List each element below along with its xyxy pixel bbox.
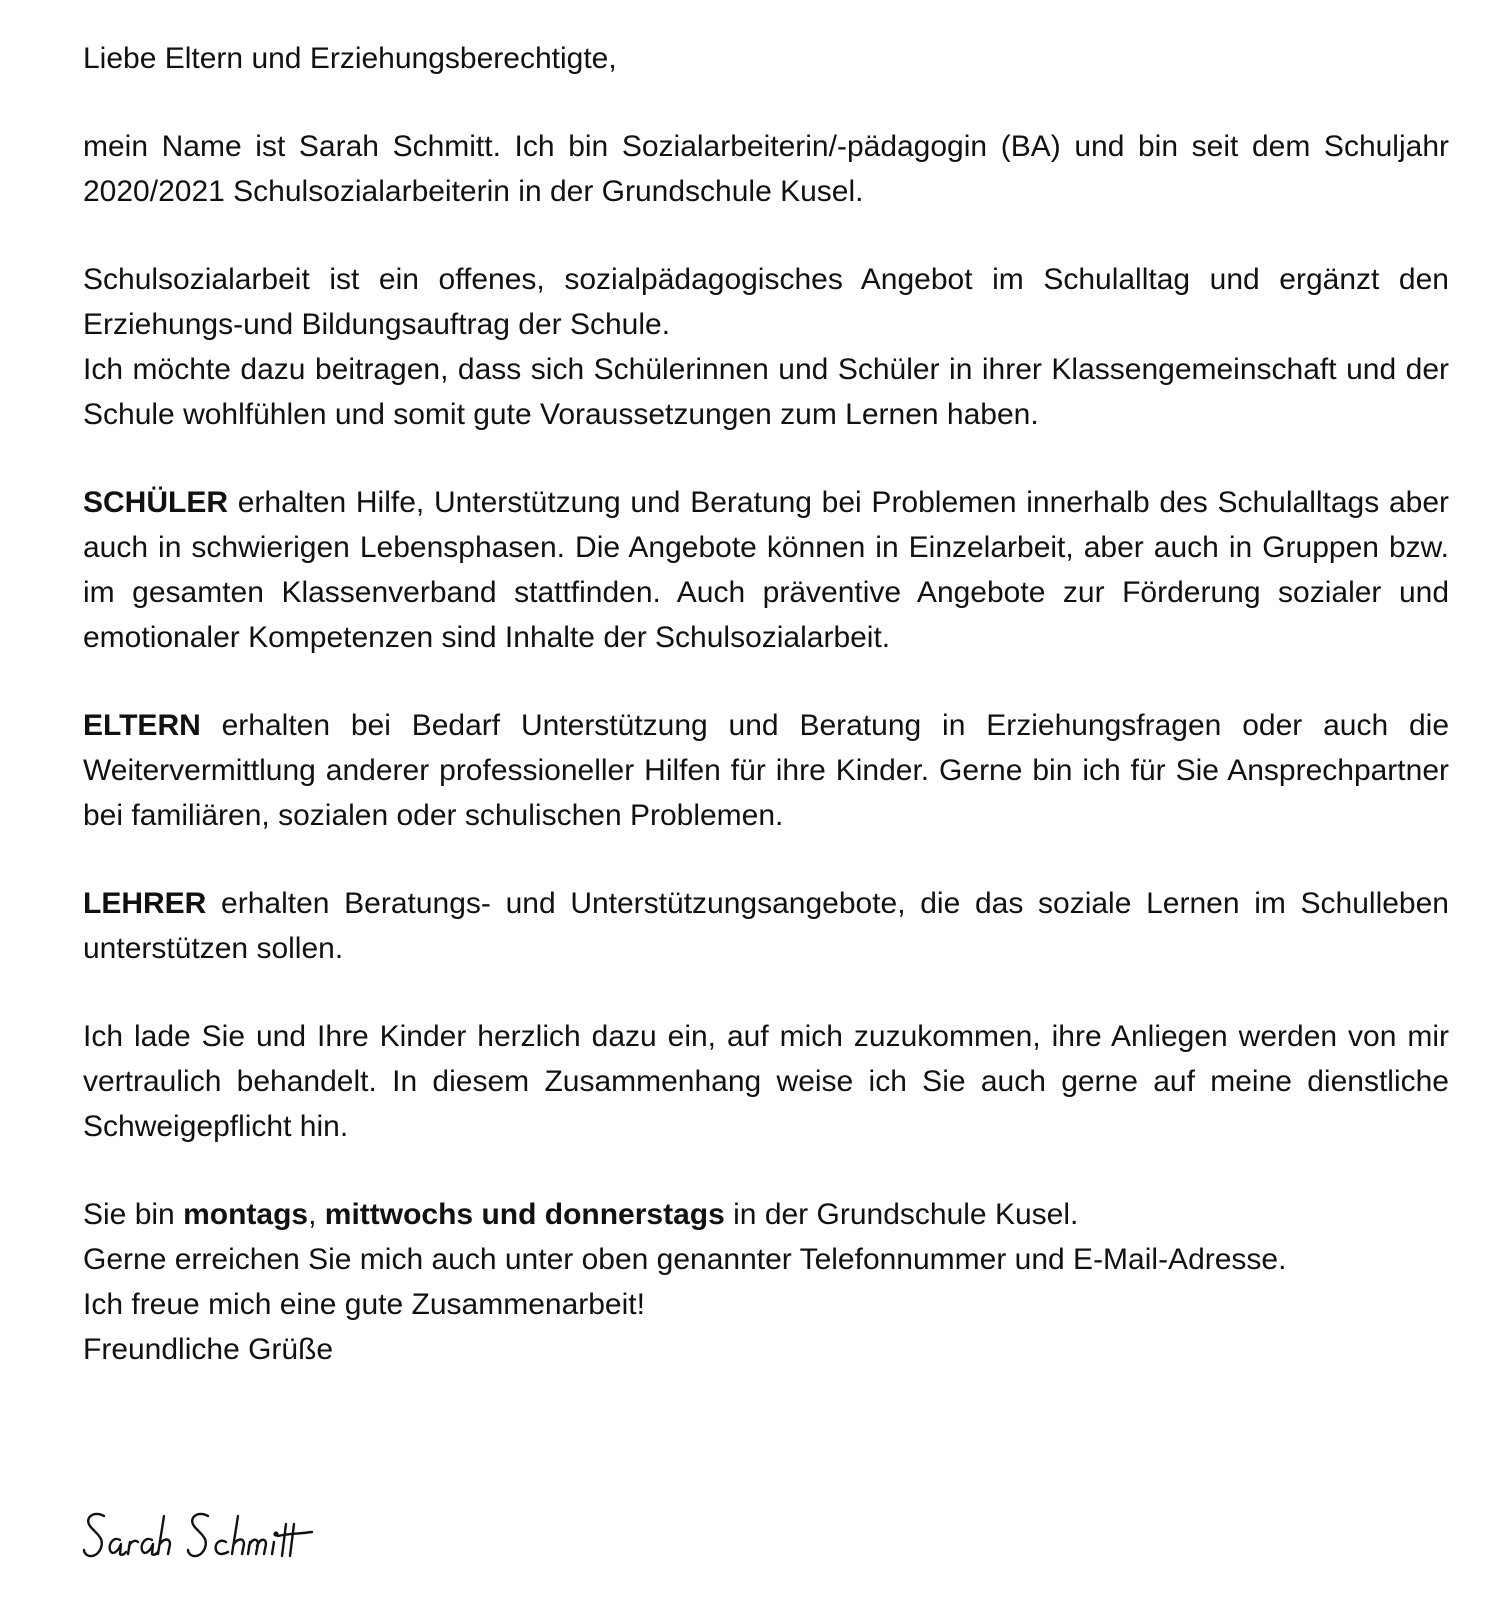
students-text: erhalten Hilfe, Unterstützung und Beratung bei Problemen innerhalb des Schulalltags aber auch in schwierigen Lebensphasen. Die Angebote können in Einzelarbeit, aber auch in Gruppen bzw. im gesamten Klassenverband stattfinden. Auch präventive Angebote zur Förderung sozialer und emotionaler Kompetenzen sind Inhalte der Schulsozialarbeit. <box>83 486 1449 654</box>
about-paragraph <box>83 257 1449 437</box>
about-text-1: Schulsozialarbeit ist ein offenes, sozialpädagogisches Angebot im Schulalltag und ergänzt den Erziehungs-und Bildungsauftrag der Schule. <box>83 263 1449 341</box>
parents-label: ELTERN <box>83 709 201 742</box>
regards: Freundliche Grüße <box>83 1333 334 1366</box>
salutation: Liebe Eltern und Erziehungsberechtigte, <box>83 42 617 75</box>
about-text-2: Ich möchte dazu beitragen, dass sich Schülerinnen und Schüler in ihrer Klassengemeinschaft und der Schule wohlfühlen und somit gute Voraussetzungen zum Lernen haben. <box>83 353 1449 431</box>
contact-line: Gerne erreichen Sie mich auch unter oben genannter Telefonnummer und E-Mail-Adresse. <box>83 1243 1287 1276</box>
schedule-suffix: in der Grundschule Kusel. <box>724 1198 1079 1231</box>
teachers-paragraph <box>83 881 1449 971</box>
parents-text: erhalten bei Bedarf Unterstützung und Beratung in Erziehungsfragen oder auch die Weitervermittlung anderer professioneller Hilfen für ihre Kinder. Gerne bin ich für Sie Ansprechpartner bei familiären, sozialen oder schulischen Problemen. <box>83 709 1449 832</box>
signature-image <box>80 1506 340 1576</box>
schedule-separator: , <box>308 1198 325 1231</box>
schedule-prefix: Sie bin <box>83 1198 184 1231</box>
closing-wish: Ich freue mich eine gute Zusammenarbeit! <box>83 1288 645 1321</box>
schedule-paragraph <box>83 1192 1449 1282</box>
students-paragraph <box>83 480 1449 660</box>
letter <box>83 36 1449 1372</box>
schedule-day-1: montags <box>183 1198 309 1231</box>
teachers-text: erhalten Beratungs- und Unterstützungsangebote, die das soziale Lernen im Schulleben unterstützen sollen. <box>83 887 1449 965</box>
intro-paragraph: mein Name ist Sarah Schmitt. Ich bin Sozialarbeiterin/-pädagogin (BA) und bin seit dem Schuljahr 2020/2021 Schulsozialarbeiterin in der Grundschule Kusel. <box>83 130 1449 208</box>
schedule-line <box>83 1192 1449 1237</box>
invitation-paragraph: Ich lade Sie und Ihre Kinder herzlich dazu ein, auf mich zuzukommen, ihre Anliegen werden von mir vertraulich behandelt. In diesem Zusammenhang weise ich Sie auch gerne auf meine dienstliche Schweigepflicht hin. <box>83 1020 1449 1143</box>
parents-paragraph <box>83 703 1449 838</box>
students-label: SCHÜLER <box>83 486 229 519</box>
teachers-label: LEHRER <box>83 887 207 920</box>
schedule-days-2: mittwochs und donnerstags <box>324 1198 725 1231</box>
handwritten-signature <box>80 1506 340 1576</box>
